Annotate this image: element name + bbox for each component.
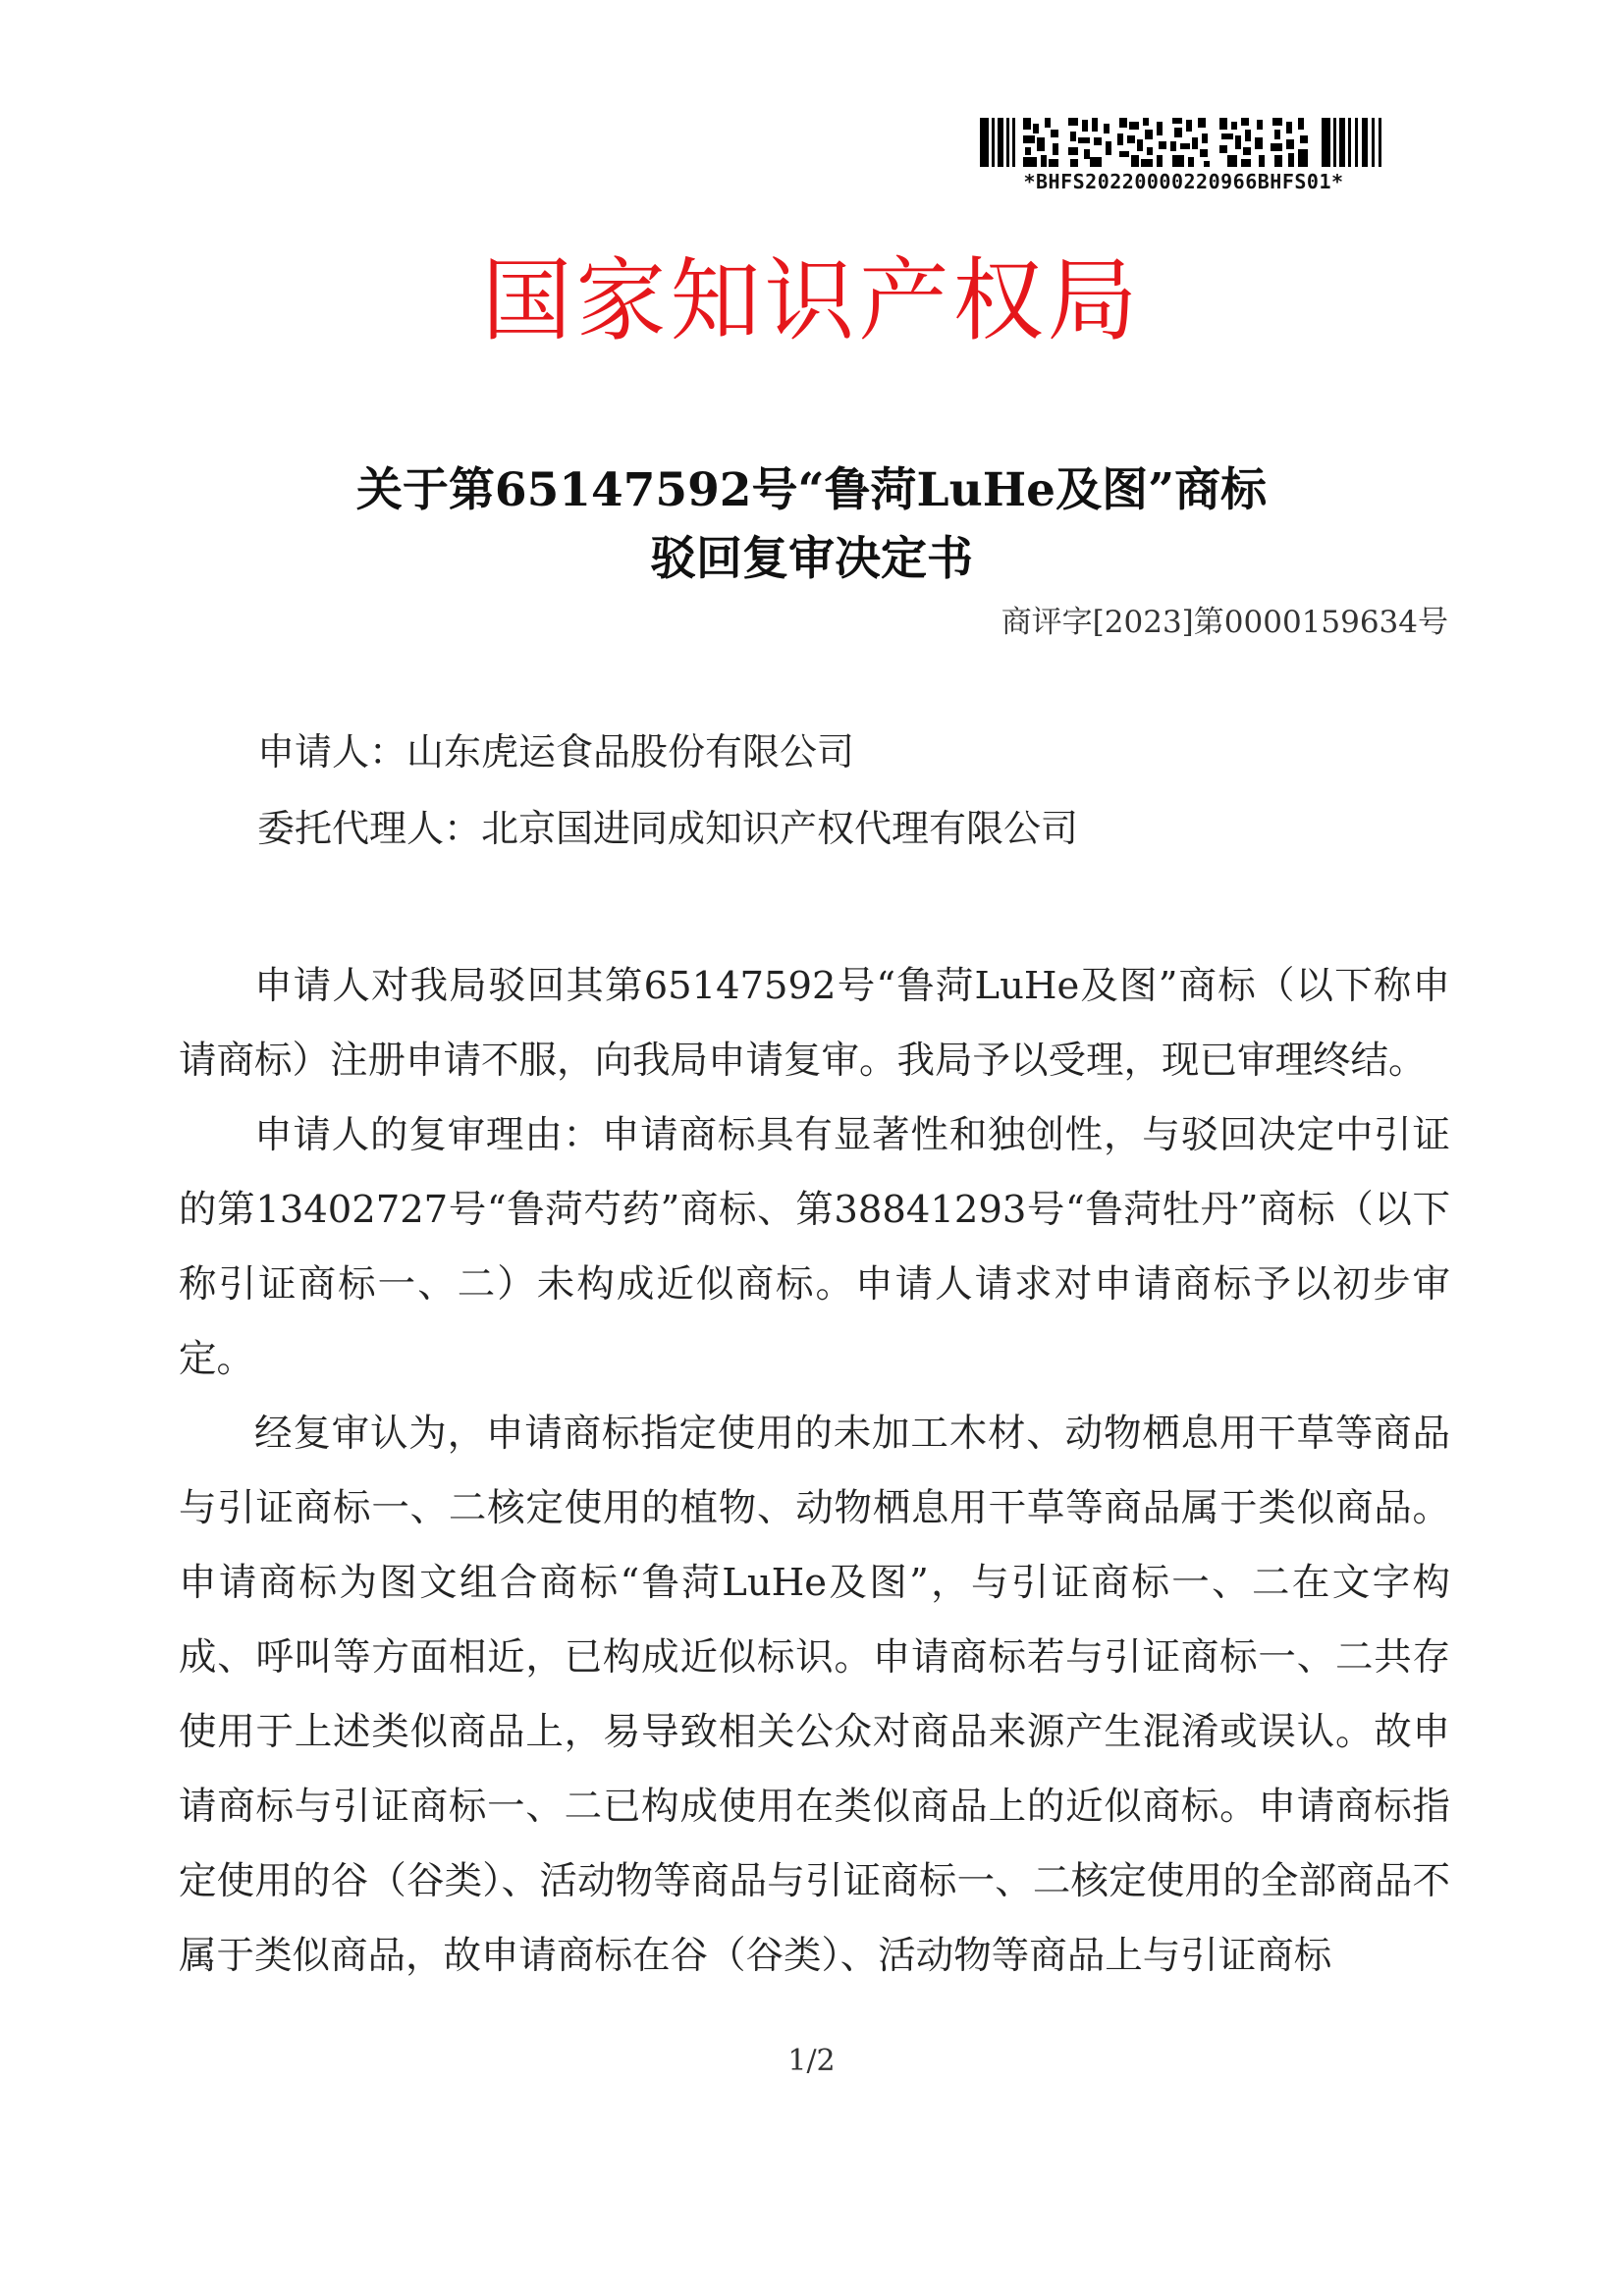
decision-body <box>179 949 1450 1994</box>
applicant-line: 申请人：山东虎运食品股份有限公司 <box>257 730 855 774</box>
barcode-block <box>980 118 1387 193</box>
document-number: 商评字[2023]第0000159634号 <box>1001 605 1448 640</box>
agent-line: 委托代理人：北京国进同成知识产权代理有限公司 <box>257 807 1079 850</box>
agency-name: 国家知识产权局 <box>481 248 1142 353</box>
body-paragraph: 经复审认为，申请商标指定使用的未加工木材、动物栖息用干草等商品与引证商标一、二核定使用的植物、动物栖息用干草等商品属于类似商品。申请商标为图文组合商标“鲁菏LuHe及图”，与引证商标一、二在文字构成、呼叫等方面相近，已构成近似标识。申请商标若与引证商标一、二共存使用于上述类似商品上，易导致相关公众对商品来源产生混淆或误认。故申请商标与引证商标一、二已构成使用在类似商品上的近似商标。申请商标指定使用的谷（谷类）、活动物等商品与引证商标一、二核定使用的全部商品不属于类似商品，故申请商标在谷（谷类）、活动物等商品上与引证商标 <box>179 1412 1450 1978</box>
decision-title-line2: 驳回复审决定书 <box>650 532 973 586</box>
body-paragraph: 申请人的复审理由：申请商标具有显著性和独创性，与驳回决定中引证的第13402727号“鲁菏芍药”商标、第38841293号“鲁菏牡丹”商标（以下称引证商标一、二）未构成近似商标。申请人请求对申请商标予以初步审定。 <box>179 1113 1450 1381</box>
barcode-number: *BHFS20220000220966BHFS01* <box>1023 170 1344 193</box>
decision-title-line1: 关于第65147592号“鲁菏LuHe及图”商标 <box>355 463 1268 517</box>
body-paragraph: 申请人对我局驳回其第65147592号“鲁菏LuHe及图”商标（以下称申请商标）注册申请不服，向我局申请复审。我局予以受理，现已审理终结。 <box>179 964 1450 1083</box>
page-number: 1/2 <box>787 2044 836 2078</box>
barcode-image <box>980 118 1387 167</box>
